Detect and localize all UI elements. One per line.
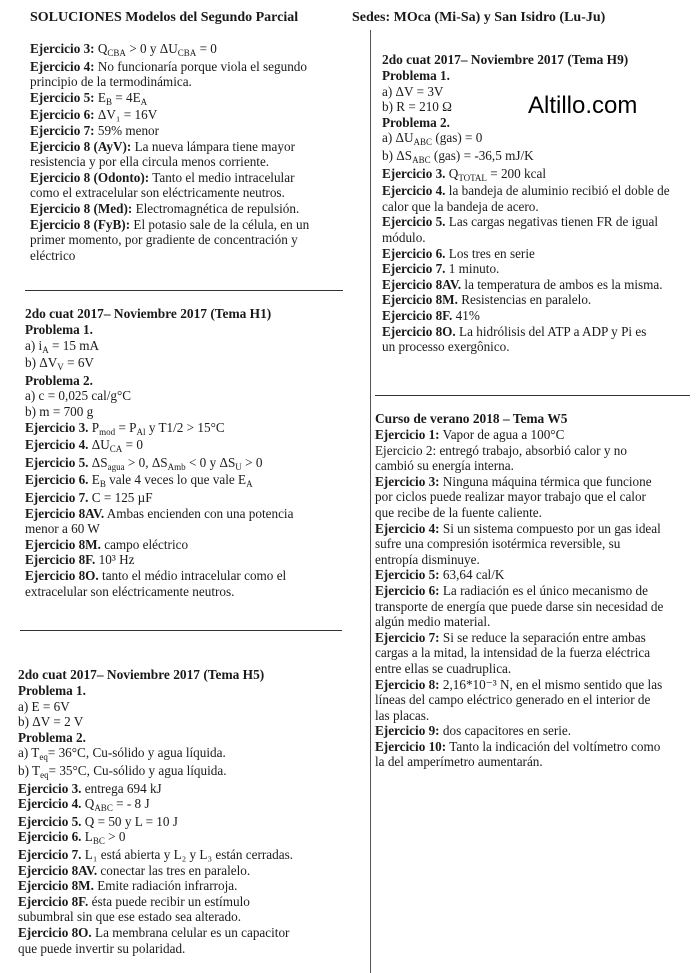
answer-line (25, 388, 355, 404)
answer-line (25, 322, 355, 338)
section-title: 2do cuat 2017– Noviembre 2017 (Tema H9) (382, 52, 629, 67)
answer-text: Vapor de agua a 100°C (439, 427, 565, 442)
answer-text: la temperatura de ambos es la misma. (461, 276, 663, 292)
answer-line (18, 699, 348, 715)
answer-text: entrega 694 kJ (81, 780, 162, 796)
answer-line (25, 355, 355, 373)
answer-line (382, 324, 692, 340)
page-header-left: SOLUCIONES Modelos del Segundo Parcial (30, 10, 299, 25)
answer-line (18, 683, 348, 699)
exercise-label: Ejercicio 8O. (25, 567, 99, 583)
answer-text: $L_{BC} > 0$ (81, 829, 126, 847)
answer-line (30, 170, 350, 186)
answer-line (375, 443, 690, 459)
exercise-label: Ejercicio 7. (25, 489, 89, 505)
answer-text: Electromagnética de repulsión. (132, 200, 300, 216)
answer-text: principio de la termodinámica. (30, 74, 192, 90)
block-intro-answers (30, 41, 350, 263)
exercise-label: Ejercicio 3. (382, 165, 446, 181)
answer-line (18, 714, 348, 730)
section-divider (375, 395, 690, 396)
answer-text: 10³ Hz (95, 552, 135, 568)
answer-line (18, 925, 348, 941)
exercise-label: Ejercicio 3. (18, 780, 82, 796)
answer-line (375, 458, 690, 474)
exercise-label: Ejercicio 4: (375, 520, 440, 536)
answer-text: L₁ está abierta y L₂ y L₃ están cerradas. (81, 846, 293, 862)
answer-text: extracelular son eléctricamente neutros. (25, 583, 235, 599)
exercise-label: Ejercicio 8F. (382, 307, 453, 323)
exercise-label: Ejercicio 1: (375, 427, 440, 442)
answer-text: eléctrico (30, 247, 76, 263)
exercise-label: Ejercicio 3: (30, 41, 95, 56)
answer-text: Ninguna máquina térmica que funcione (439, 473, 652, 489)
answer-text: 2,16*10⁻³ N, en el mismo sentido que las (439, 676, 663, 692)
exercise-label: Ejercicio 4: (30, 58, 95, 74)
answer-text: Resistencias en paralelo. (457, 292, 592, 308)
exercise-label: Ejercicio 4. (18, 796, 82, 812)
exercise-label: Ejercicio 8 (FyB): (30, 216, 131, 232)
answer-line (375, 614, 690, 630)
exercise-label: Ejercicio 6. (18, 829, 82, 845)
answer-text: sufre una compresión isotérmica reversible, su (375, 536, 621, 552)
answer-line (18, 745, 348, 763)
answer-line (25, 490, 355, 506)
answer-line (25, 420, 355, 438)
answer-text: entre ellas se cuadruplica. (375, 660, 512, 676)
exercise-label: Ejercicio 3. (25, 419, 89, 435)
answer-text: a) $i_A = 15$ mA (25, 337, 100, 355)
answer-line (25, 521, 355, 537)
answer-text: 1 minuto. (445, 261, 500, 277)
answer-text: la del amperímetro aumentarán. (375, 754, 543, 770)
answer-text: b) ΔV = 2 V (18, 714, 84, 730)
answer-text: a) c = 0,025 cal/g°C (25, 388, 132, 404)
answer-line (375, 505, 690, 521)
answer-line (25, 373, 355, 389)
answer-text: líneas del campo eléctrico generado en el interior de (375, 692, 651, 708)
answer-line (375, 474, 690, 490)
exercise-label: Problema 2. (18, 729, 86, 745)
answer-text: dos capacitores en serie. (439, 723, 572, 739)
answer-line (375, 489, 690, 505)
answer-text: Tanto la indicación del voltímetro como (446, 738, 661, 754)
answer-line (375, 583, 690, 599)
exercise-label: Problema 2. (25, 372, 93, 388)
answer-text: b) R = 210 Ω (382, 99, 452, 115)
answer-text: cambió su energía interna. (375, 458, 514, 474)
answer-line (30, 201, 350, 217)
answer-line (18, 730, 348, 746)
exercise-label: Ejercicio 4. (382, 183, 446, 199)
answer-text: resistencia y por ella circula menos corriente. (30, 154, 270, 170)
exercise-label: Ejercicio 8: (375, 676, 440, 692)
answer-text: $Q_{CBA} > 0$ y $\Delta U_{CBA} = 0$ (94, 41, 217, 58)
answer-text: cargas a la mitad, la intensidad de la fuerza eléctrica (375, 645, 651, 661)
answer-text: calor que la bandeja de acero. (382, 198, 539, 214)
exercise-label: Ejercicio 5. (25, 454, 89, 470)
answer-text: a) E = 6V (18, 698, 70, 714)
answer-line (382, 68, 692, 84)
answer-line (30, 139, 350, 155)
exercise-label: Ejercicio 8AV. (382, 276, 462, 292)
answer-line (375, 521, 690, 537)
answer-line (382, 199, 692, 215)
answer-line (18, 894, 348, 910)
answer-text: La hidrólisis del ATP a ADP y Pi es (455, 323, 647, 339)
answer-text: campo eléctrico (100, 536, 189, 552)
exercise-label: Ejercicio 8 (Med): (30, 200, 133, 216)
answer-text: Los tres en serie (445, 245, 535, 261)
answer-line (375, 739, 690, 755)
section-tema-h5 (18, 667, 348, 956)
answer-line (18, 863, 348, 879)
answer-text: 63,64 cal/K (439, 567, 505, 583)
section-title: 2do cuat 2017– Noviembre 2017 (Tema H1) (25, 306, 272, 321)
answer-line (30, 154, 350, 170)
answer-text: la bandeja de aluminio recibió el doble de (445, 183, 670, 199)
answer-text: a) $\Delta U_{ABC}$ (gas) = 0 (382, 130, 483, 148)
answer-text: a) $T_{eq}= 36^\circ C$, Cu-sólido y agua líquida. (18, 745, 226, 763)
answer-line (30, 217, 350, 233)
section-tema-h1 (25, 306, 355, 599)
exercise-label: Ejercicio 7. (18, 846, 82, 862)
answer-text: a) ΔV = 3V (382, 83, 444, 99)
answer-line (25, 455, 355, 473)
answer-line (18, 763, 348, 781)
answer-text: Q = 50 y L = 10 J (81, 813, 178, 829)
answer-text: primer momento, por gradiente de concentración y (30, 232, 298, 248)
answer-line (382, 183, 692, 199)
answer-line (382, 230, 692, 246)
answer-text: módulo. (382, 229, 426, 245)
answer-line (30, 41, 350, 59)
answer-text: La radiación es el único mecanismo de (439, 582, 648, 598)
answer-line (375, 661, 690, 677)
answer-text: Las cargas negativas tienen FR de igual (445, 214, 659, 230)
answer-line (375, 599, 690, 615)
answer-text: 59% menor (94, 122, 160, 138)
answer-text: $Q_{TOTAL} = 200$ kcal (445, 165, 546, 183)
exercise-label: Ejercicio 10: (375, 738, 447, 754)
answer-line (18, 796, 348, 814)
answer-line (382, 214, 692, 230)
section-title: Curso de verano 2018 – Tema W5 (375, 411, 568, 426)
exercise-label: Ejercicio 6. (25, 472, 89, 488)
exercise-label: Ejercicio 7: (30, 122, 95, 138)
answer-line (25, 338, 355, 356)
answer-text: $Q_{ABC}$ = - 8 J (81, 796, 150, 814)
exercise-label: Ejercicio 8F. (18, 893, 89, 909)
exercise-label: Ejercicio 3: (375, 473, 440, 489)
answer-text: ésta puede recibir un estímulo (88, 893, 250, 909)
answer-line (375, 754, 690, 770)
answer-text: menor a 60 W (25, 521, 100, 537)
answer-line (25, 537, 355, 553)
answer-text: b) $T_{eq}= 35^\circ C$, Cu-sólido y agua líquida. (18, 762, 227, 780)
answer-line (30, 90, 350, 108)
exercise-label: Ejercicio 6: (375, 582, 440, 598)
watermark-logo: Altillo.com (528, 92, 638, 119)
answer-line (382, 115, 692, 131)
answer-text: La nueva lámpara tiene mayor (131, 138, 295, 154)
answer-line (18, 909, 348, 925)
answer-text: 41% (452, 307, 480, 323)
exercise-label: Ejercicio 8O. (382, 323, 456, 339)
answer-line (375, 536, 690, 552)
answer-line (30, 248, 350, 264)
answer-text: Emite radiación infrarroja. (93, 878, 238, 894)
answer-line (382, 166, 692, 184)
answer-line (382, 246, 692, 262)
exercise-label: Ejercicio 8 (AyV): (30, 138, 132, 154)
exercise-label: Ejercicio 8M. (25, 536, 101, 552)
answer-text: Ejercicio 2: entregó trabajo, absorbió calor y no (375, 442, 627, 458)
exercise-label: Problema 1. (25, 322, 93, 337)
exercise-label: Ejercicio 8M. (18, 878, 94, 894)
exercise-label: Ejercicio 6. (382, 245, 446, 261)
answer-line (382, 261, 692, 277)
answer-line (18, 878, 348, 894)
answer-text: La membrana celular es un capacitor (91, 924, 290, 940)
answer-text: b) $\Delta V_V = 6V$ (25, 355, 94, 373)
answer-line (18, 781, 348, 797)
exercise-label: Ejercicio 6: (30, 107, 95, 123)
exercise-label: Ejercicio 5. (18, 813, 82, 829)
page-header-right: Sedes: MOca (Mi-Sa) y San Isidro (Lu-Ju) (352, 10, 606, 25)
exercise-label: Ejercicio 5. (382, 214, 446, 230)
answer-text: $\Delta U_{CA} = 0$ (88, 437, 143, 455)
exercise-label: Ejercicio 5: (375, 567, 440, 583)
answer-text: Si un sistema compuesto por un gas ideal (439, 520, 661, 536)
exercise-label: Ejercicio 9: (375, 723, 440, 739)
answer-text: como el extracelular son eléctricamente neutros. (30, 185, 285, 201)
answer-text: No funcionaría porque viola el segundo (94, 58, 307, 74)
answer-line (30, 185, 350, 201)
answer-line (25, 568, 355, 584)
answer-line (375, 708, 690, 724)
answer-line (375, 630, 690, 646)
answer-line (25, 552, 355, 568)
answer-text: Ambas encienden con una potencia (104, 505, 294, 521)
exercise-label: Ejercicio 5: (30, 89, 95, 105)
exercise-label: Ejercicio 4. (25, 437, 89, 453)
answer-line (382, 339, 692, 355)
answer-line (375, 567, 690, 583)
answer-line (382, 99, 692, 115)
answer-text: tanto el médio intracelular como el (98, 567, 287, 583)
answer-text: Si se reduce la separación entre ambas (439, 629, 646, 645)
answer-line (375, 692, 690, 708)
section-tema-w5 (375, 411, 690, 770)
answer-text: transporte de energía que puede darse sin necesidad de (375, 598, 664, 614)
exercise-label: Problema 1. (18, 683, 86, 698)
answer-line (18, 829, 348, 847)
answer-text: Tanto el medio intracelular (149, 169, 295, 185)
answer-text: $\Delta S_{agua} > 0$, $\Delta S_{Amb} < 0$ y $\Delta S_U > 0$ (88, 454, 263, 472)
answer-text: ΔV₁ = 16V (94, 107, 158, 123)
answer-line (30, 232, 350, 248)
answer-text: b) $\Delta S_{ABC}$ (gas) = -36,5 mJ/K (382, 147, 534, 165)
exercise-label: Ejercicio 7: (375, 629, 440, 645)
exercise-label: Ejercicio 7. (382, 261, 446, 277)
answer-line (375, 427, 690, 443)
answer-line (382, 130, 692, 148)
answer-line (375, 677, 690, 693)
answer-line (375, 552, 690, 568)
answer-text: El potasio sale de la célula, en un (130, 216, 310, 232)
answer-line (30, 74, 350, 90)
answer-text: entropía disminuye. (375, 551, 480, 567)
answer-text: $E_B$ vale 4 veces lo que vale $E_A$ (88, 472, 253, 490)
column-divider (370, 30, 371, 973)
answer-text: conectar las tres en paralelo. (97, 862, 251, 878)
answer-text: subumbral sin que ese estado sea alterado. (18, 909, 242, 925)
answer-text: algún medio material. (375, 614, 491, 630)
answer-line (382, 277, 692, 293)
answer-line (30, 107, 350, 123)
answer-text: un processo exergônico. (382, 339, 510, 355)
answer-line (375, 645, 690, 661)
section-divider (25, 290, 343, 291)
section-divider (20, 630, 342, 631)
answer-line (18, 941, 348, 957)
answer-text: por ciclos puede realizar mayor trabajo que el calor (375, 489, 646, 505)
section-title: 2do cuat 2017– Noviembre 2017 (Tema H5) (18, 667, 265, 682)
answer-text: que puede invertir su polaridad. (18, 940, 186, 956)
exercise-label: Problema 2. (382, 114, 450, 130)
answer-line (382, 84, 692, 100)
answer-line (382, 292, 692, 308)
exercise-label: Ejercicio 8AV. (18, 862, 98, 878)
exercise-label: Ejercicio 8F. (25, 552, 96, 568)
answer-text: que recibe de la fuente caliente. (375, 504, 542, 520)
answer-line (25, 404, 355, 420)
answer-line (382, 308, 692, 324)
answer-line (375, 723, 690, 739)
answer-text: $E_B = 4E_A$ (94, 89, 148, 107)
answer-line (25, 437, 355, 455)
answer-text: b) m = 700 g (25, 403, 94, 419)
exercise-label: Problema 1. (382, 68, 450, 83)
exercise-label: Ejercicio 8AV. (25, 505, 105, 521)
answer-text: las placas. (375, 707, 430, 723)
answer-line (25, 584, 355, 600)
exercise-label: Ejercicio 8 (Odonto): (30, 169, 150, 185)
section-tema-h9 (382, 52, 692, 355)
answer-text: $P_{mod} = P_{Al}$ y T1/2 > 15°C (88, 419, 225, 437)
answer-line (25, 472, 355, 490)
exercise-label: Ejercicio 8O. (18, 924, 92, 940)
answer-line (18, 814, 348, 830)
answer-text: C = 125 µF (88, 489, 153, 505)
answer-line (30, 59, 350, 75)
exercise-label: Ejercicio 8M. (382, 292, 458, 308)
answer-line (382, 148, 692, 166)
answer-line (30, 123, 350, 139)
answer-line (18, 847, 348, 863)
answer-line (25, 506, 355, 522)
